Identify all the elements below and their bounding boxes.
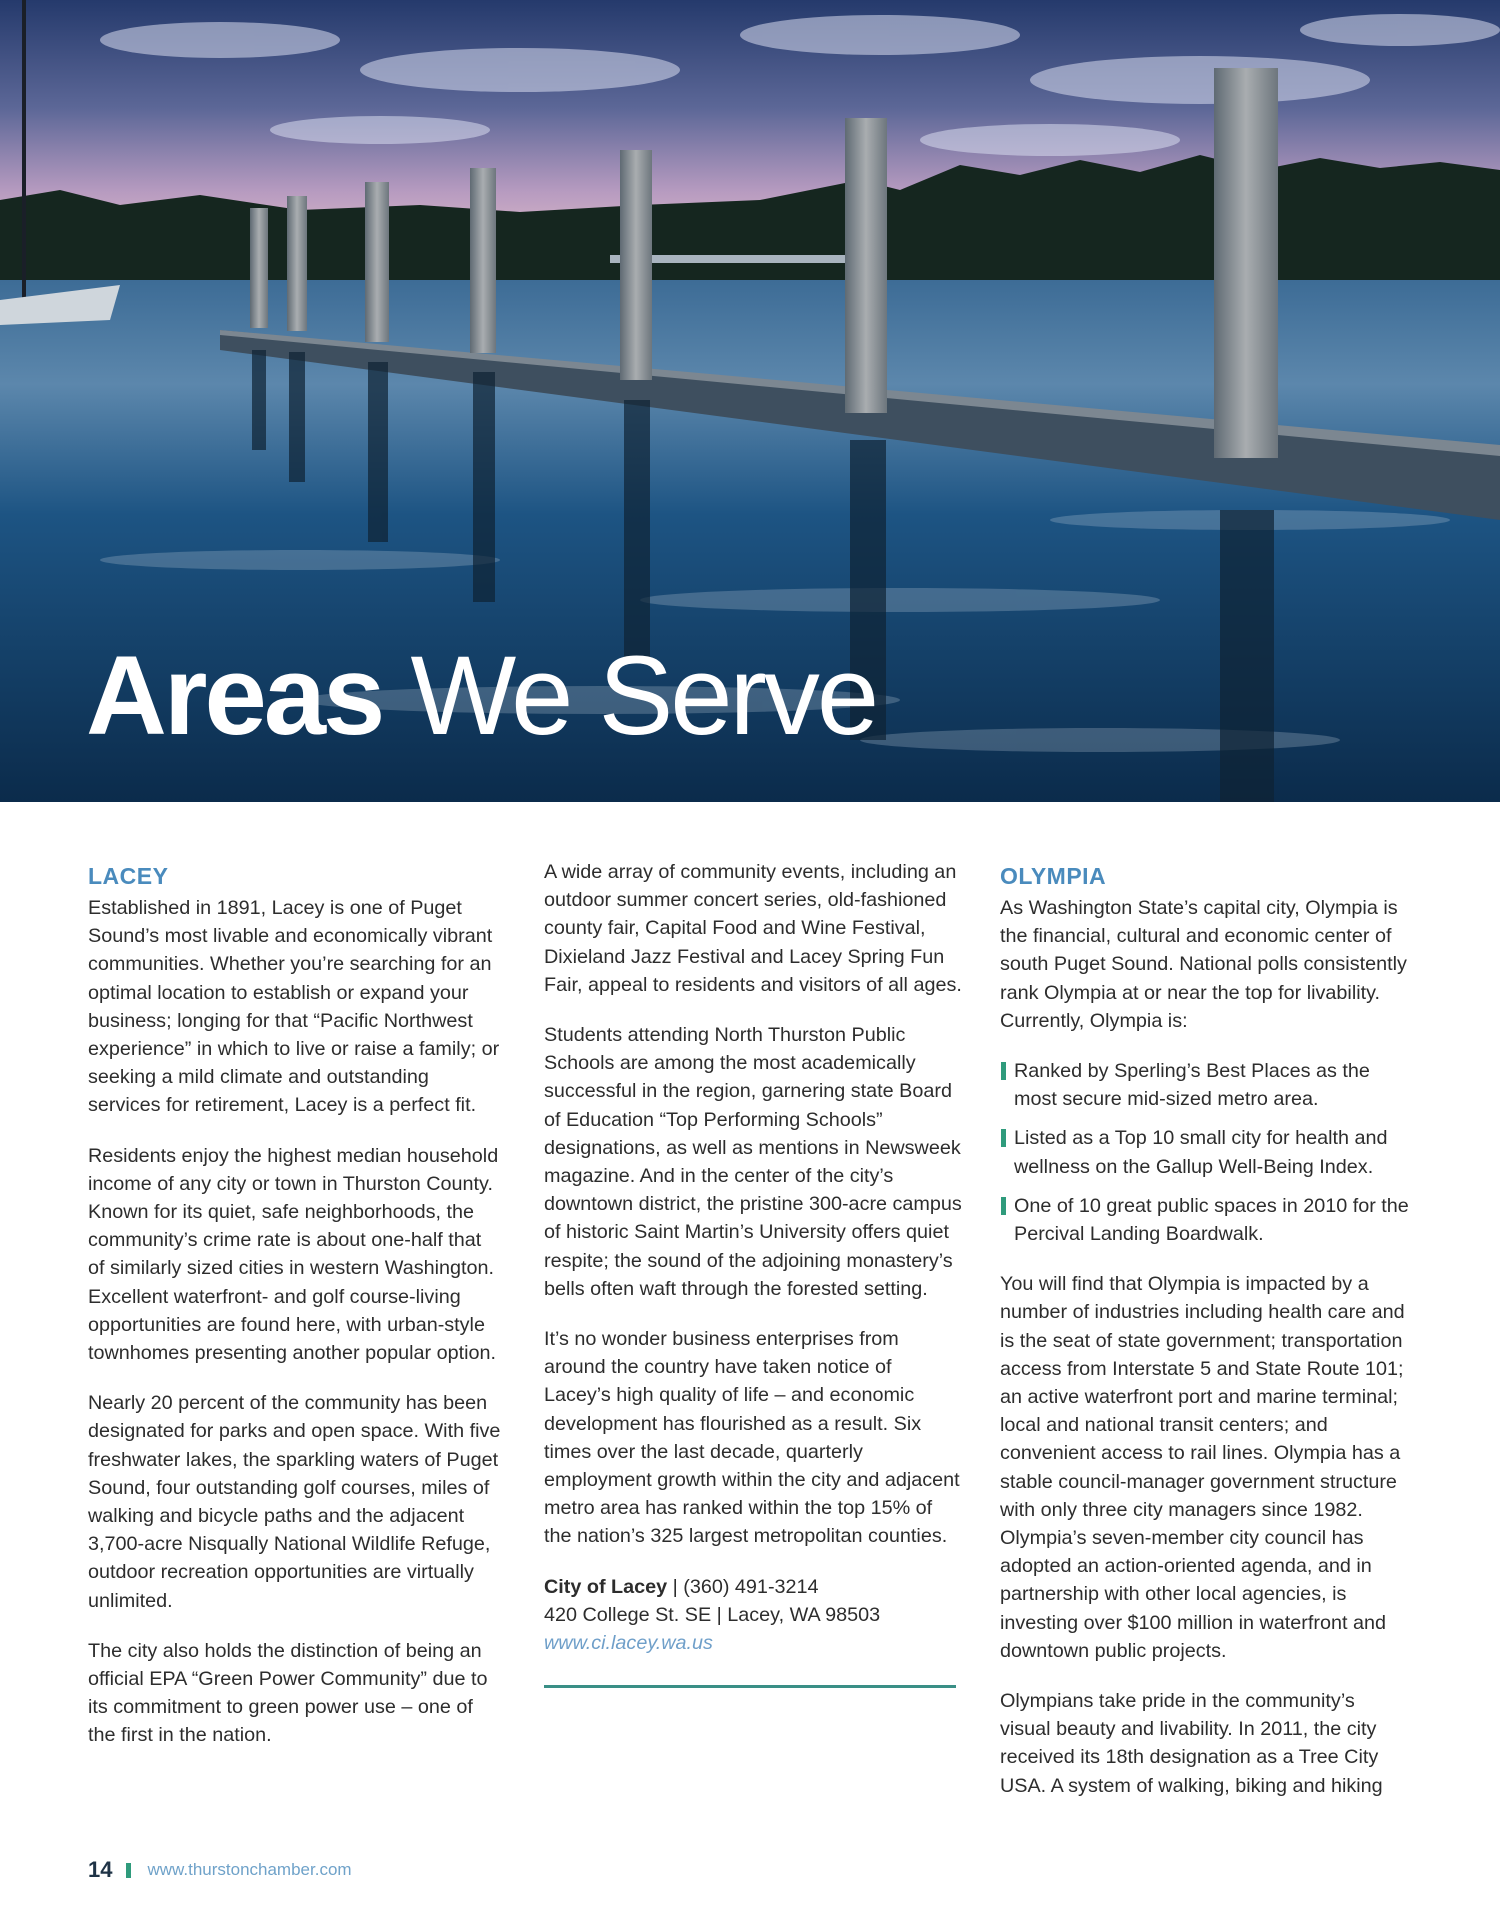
olympia-bullet-list <box>1000 1057 1410 1248</box>
contact-name: City of Lacey <box>544 1575 668 1598</box>
lacey-paragraph-4: The city also holds the distinction of being an official EPA “Green Power Community” due to its commitment to green power use – one of the first in the nation. <box>88 1639 488 1747</box>
olympia-heading: OLYMPIA <box>1000 863 1107 889</box>
olympia-intro: As Washington State’s capital city, Olympia is the financial, cultural and economic center of south Puget Sound. National polls consistently rank Olympia at or near the top for livability. Currently, Olympia is: <box>1000 897 1407 1032</box>
column-lacey-2 <box>544 858 962 1688</box>
lacey-heading: LACEY <box>88 863 169 889</box>
bullet-bar-icon <box>1001 1129 1006 1147</box>
column-lacey-1 <box>88 858 502 1772</box>
bullet-bar-icon <box>1001 1062 1006 1080</box>
lacey-paragraph-5: A wide array of community events, including an outdoor summer concert series, old-fashioned county fair, Capital Food and Wine Festival, Dixieland Jazz Festival and Lacey Spring Fun Fair, appeal to residents and visitors of all ages. <box>544 861 962 996</box>
hero-image <box>0 0 1500 802</box>
page-number: 14 <box>88 1857 113 1882</box>
column-olympia <box>1000 858 1410 1822</box>
olympia-paragraph-2: Olympians take pride in the community’s visual beauty and livability. In 2011, the city received its 18th designation as a Tree City USA. A system of walking, biking and hiking <box>1000 1690 1383 1797</box>
lacey-paragraph-3: Nearly 20 percent of the community has been designated for parks and open space. With five freshwater lakes, the sparkling waters of Puget Sound, four outstanding golf courses, miles of walking and bicycle paths and the adjacent 3,700-acre Nisqually National Wildlife Refuge, outdoor recreation opportunities are virtually unlimited. <box>88 1392 501 1612</box>
olympia-paragraph-1: You will find that Olympia is impacted by a number of industries including health care and is the seat of state government; transportation access from Interstate 5 and State Route 101; an active waterfront port and marine terminal; local and national transit centers; and convenient access to rail lines. Olympia has a stable council-manager government structure with only three city managers since 1982. Olympia’s seven-member city council has adopted an action-oriented agenda, and in partnership with other local agencies, is investing over $100 million in waterfront and downtown public projects. <box>1000 1273 1405 1662</box>
footer-website-link[interactable]: www.thurstonchamber.com <box>147 1860 352 1879</box>
lacey-paragraph-1: Established in 1891, Lacey is one of Puget Sound’s most livable and economically vibrant communities. Whether you’re searching for an optimal location to establish or expand your business; longing for that “Pacific Northwest experience” in which to live or raise a family; or seeking a mild climate and outstanding services for retirement, Lacey is a perfect fit. <box>88 897 500 1117</box>
page-title <box>86 633 877 758</box>
lacey-paragraph-7: It’s no wonder business enterprises from around the country have taken notice of Lacey’s high quality of life – and economic development has flourished as a result. Six times over the last decade, quarterly employment growth within the city and adjacent metro area has ranked within the top 15% of the nation’s 325 largest metropolitan counties. <box>544 1328 960 1548</box>
list-item: Ranked by Sperling’s Best Places as the most secure mid-sized metro area. <box>1000 1057 1410 1113</box>
lacey-contact <box>544 1573 962 1658</box>
title-light: We Serve <box>410 633 877 758</box>
section-divider <box>544 1685 956 1688</box>
footer-separator <box>126 1863 131 1878</box>
bullet-bar-icon <box>1001 1197 1006 1215</box>
page-footer <box>88 1858 352 1882</box>
list-item: One of 10 great public spaces in 2010 for the Percival Landing Boardwalk. <box>1000 1192 1410 1248</box>
list-item: Listed as a Top 10 small city for health and wellness on the Gallup Well-Being Index. <box>1000 1124 1410 1180</box>
contact-phone: | (360) 491-3214 <box>672 1575 819 1598</box>
lacey-paragraph-2: Residents enjoy the highest median household income of any city or town in Thurston County. Known for its quiet, safe neighborhoods, the community’s crime rate is about one-half that of similarly sized cities in western Washington. Excellent waterfront- and golf course-living opportunities are found here, with urban-style townhomes presenting another popular option. <box>88 1144 499 1365</box>
contact-website-link[interactable]: www.ci.lacey.wa.us <box>544 1632 713 1655</box>
lacey-paragraph-6: Students attending North Thurston Public Schools are among the most academically successful in the region, garnering state Board of Education “Top Performing Schools” designations, as well as mentions in Newsweek magazine. And in the center of the city’s downtown district, the pristine 300-acre campus of historic Saint Martin’s University offers quiet respite; the sound of the adjoining monastery’s bells often waft through the forested setting. <box>544 1024 962 1300</box>
title-bold: Areas <box>86 633 383 758</box>
contact-address: 420 College St. SE | Lacey, WA 98503 <box>544 1603 881 1626</box>
